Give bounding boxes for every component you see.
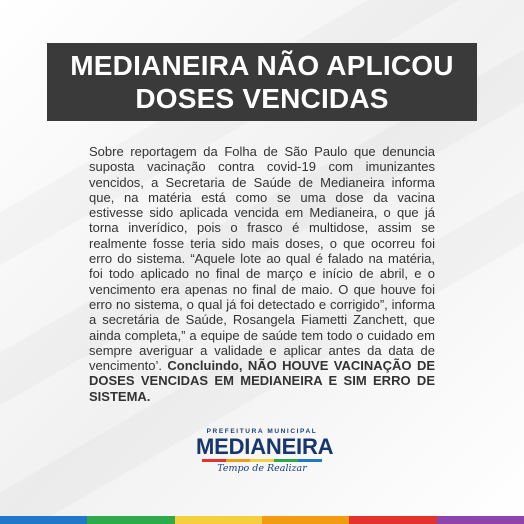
headline-line-1: MEDIANEIRA NÃO APLICOU — [70, 50, 454, 81]
bottom-band-segment — [437, 516, 524, 524]
article-body — [89, 144, 435, 404]
article-conclusion: Concluindo, NÃO HOUVE VACINAÇÃO DE DOSES VENCIDAS EM MEDIANEIRA E SIM ERRO DE SISTEMA. — [89, 358, 435, 404]
bottom-color-band — [0, 516, 524, 524]
headline-line-2: DOSES VENCIDAS — [135, 83, 389, 114]
bottom-band-segment — [0, 516, 87, 524]
bottom-band-segment — [87, 516, 174, 524]
headline-banner — [47, 43, 477, 121]
bottom-band-segment — [262, 516, 349, 524]
city-hall-logo — [196, 428, 334, 488]
logo-tagline: Tempo de Realizar — [217, 463, 307, 474]
bottom-band-segment — [349, 516, 436, 524]
bottom-band-segment — [175, 516, 262, 524]
logo-top-text: PREFEITURA MUNICIPAL — [206, 428, 318, 435]
article-text: Sobre reportagem da Folha de São Paulo que denuncia suposta vacinação contra covid-19 com imunizantes vencidos, a Secretaria de Saúde de Medianeira informa que, na matéria está como se uma dose da vacina estivesse sido aplicada vencida em Medianeira, o que já torna inverídico, pois o frasco é multidose, assim se realmente fosse teria sido mais doses, o que ocorreu foi erro do sistema. “Aquele lote ao qual é falado na matéria, foi todo aplicado no final de março e início de abril, e o vencimento era apenas no final de maio. O que houve foi erro no sistema, o qual já foi detectado e corrigido”, informa a secretária de Saúde, Rosangela Fiametti Zanchett, que ainda completa,” a equipe de saúde tem todo o cuidado em sempre averiguar a validade e aplicar antes da data de vencimento’. — [89, 144, 435, 374]
logo-wordmark: MEDIANEIRA — [196, 434, 334, 459]
